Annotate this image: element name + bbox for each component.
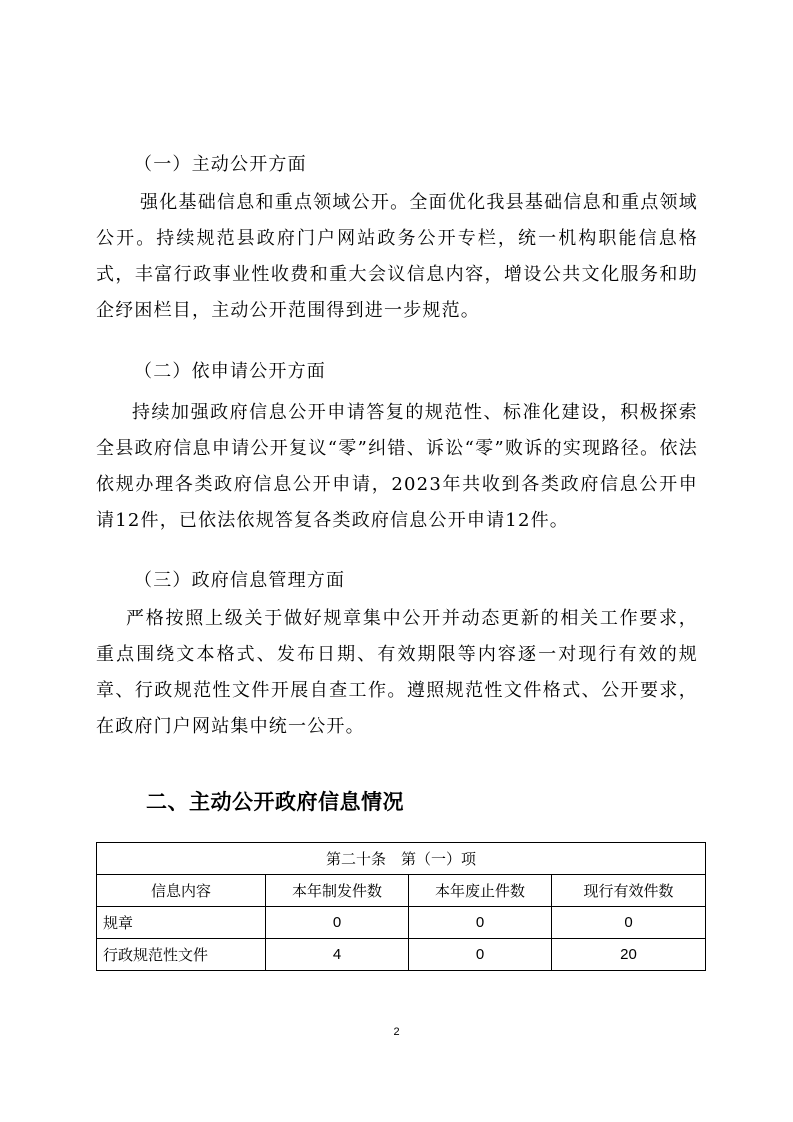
paragraph-proactive-disclosure: 强化基础信息和重点领域公开。全面优化我县基础信息和重点领域公开。持续规范县政府门户网站政务公开专栏，统一机构职能信息格式，丰富行政事业性收费和重大会议信息内容，增设公共文化服务和助企纾困栏目，主动公开范围得到进一步规范。 bbox=[96, 192, 698, 321]
section-title: 二、主动公开政府信息情况 bbox=[146, 790, 404, 814]
table-cell: 20 bbox=[552, 939, 706, 971]
table-cell: 0 bbox=[266, 907, 409, 939]
disclosure-table bbox=[96, 842, 706, 971]
table-cell: 0 bbox=[409, 939, 552, 971]
table-caption-row bbox=[97, 843, 706, 875]
paragraph-information-management: 严格按照上级关于做好规章集中公开并动态更新的相关工作要求，重点围绕文本格式、发布日期、有效期限等内容逐一对现行有效的规章、行政规范性文件开展自查工作。遵照规范性文件格式、公开要求，在政府门户网站集中统一公开。 bbox=[96, 608, 698, 737]
subheading-information-management: （三）政府信息管理方面 bbox=[134, 570, 346, 591]
table-cell: 0 bbox=[409, 907, 552, 939]
subheading-application-disclosure: （二）依申请公开方面 bbox=[134, 361, 326, 382]
table-row bbox=[97, 907, 706, 939]
table-cell: 行政规范性文件 bbox=[97, 939, 266, 971]
paragraph-application-disclosure: 持续加强政府信息公开申请答复的规范性、标准化建设，积极探索全县政府信息申请公开复议“零”纠错、诉讼“零”败诉的实现路径。依法依规办理各类政府信息公开申请，2023年共收到各类政府信息公开申请12件，已依法依规答复各类政府信息公开申请12件。 bbox=[96, 402, 698, 531]
table-header-cell: 本年制发件数 bbox=[266, 875, 409, 907]
table-cell: 规章 bbox=[97, 907, 266, 939]
table-row bbox=[97, 939, 706, 971]
page-number: 2 bbox=[393, 1026, 400, 1038]
table-header-cell: 本年废止件数 bbox=[409, 875, 552, 907]
table-caption: 第二十条 第（一）项 bbox=[97, 843, 706, 875]
table-header-cell: 信息内容 bbox=[97, 875, 266, 907]
table-cell: 4 bbox=[266, 939, 409, 971]
table-cell: 0 bbox=[552, 907, 706, 939]
table-header-row bbox=[97, 875, 706, 907]
subheading-proactive-disclosure: （一）主动公开方面 bbox=[134, 154, 307, 175]
table-header-cell: 现行有效件数 bbox=[552, 875, 706, 907]
